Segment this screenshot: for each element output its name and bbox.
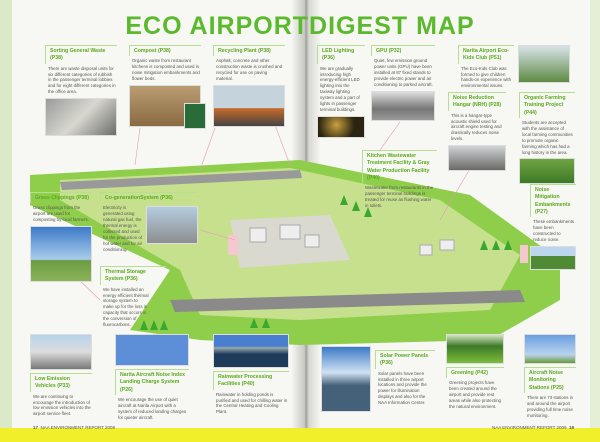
box-title: Grass Clippings [35,195,75,201]
box-text: Solar panels have been installed in three airport locations and provide the power for illumination displays and also for the NAA Information Center. [378,370,427,406]
info-box-greening [446,334,504,410]
footer-text: NAA ENVIRONMENT REPORT 2009 [492,425,567,430]
compost-photo [129,85,201,127]
box-text: Quiet, few emission ground power units (GPU) have been installed at 87 fixed stands to provide electric power and air conditioning to parked aircraft. [374,58,433,88]
box-text: Students are accepted with the assistance of local farming communities to promote organic farming which has had a long history in the area. [522,119,573,155]
page-ref: (P28) [488,102,502,109]
box-text: Asphalt, concrete and other construction waste is crushed and recycled for use on paving material. [216,58,283,82]
terminal-building [440,240,454,250]
info-box-solar [375,350,435,406]
terminal-area [230,215,350,268]
grass-clippings-photo [30,226,92,282]
page-ref: (P42) [475,370,488,376]
page-ref: (P38) [76,195,89,201]
recycling-plant-photo [213,85,285,127]
page-ref: (P51) [488,55,502,62]
footer-text: NAA ENVIRONMENT REPORT 2009 [40,425,116,430]
box-text: Greening projects have been created around the airport and provide rest areas while also protecting the natural environment. [449,380,501,410]
box-text: Organic waste from restaurant kitchens is composted and used in noise mitigation embankments and flower beds. [132,58,200,82]
info-box-compost [129,45,201,127]
box-title: Rainwater Processing Facilities [218,374,273,388]
box-title: Organic Farming Training Project [524,95,566,109]
greening-photo [446,334,504,364]
footer-left [33,425,115,430]
page-ref: (P26) [120,386,133,393]
info-box-eco-kids [458,45,514,89]
info-box-low-emission [30,334,92,417]
page-ref: (P36) [124,276,138,283]
info-box-noise-index [115,334,189,421]
box-text: Wastewater from restaurants in the passenger terminal buildings is treated for reuse as flushing water in toilets. [365,185,434,208]
info-box-sorting-waste [45,45,117,136]
box-title: Low Emission Vehicles [35,376,70,390]
solar-panel-photo [321,346,371,412]
box-title: Aircraft Noise Monitoring Stations [529,370,564,391]
box-title: Compost [134,48,157,54]
page-ref: (P36) [380,360,393,367]
box-text: We are gradually introducing high energy-efficient LED lighting into the taxiway lighting system and a part of lights in passenger terminal buildings. [320,65,360,113]
page-ref: (P38) [258,48,271,54]
terminal-building [250,228,266,242]
box-text: We have installed an energy efficient thermal storage system to make up for the loss in capacity that occurs in the conversion of fluorocarbons. [103,286,149,328]
page-ref: (P32) [388,48,402,54]
box-title: LED Lighting [322,48,355,54]
box-text: Rainwater in holding ponds is purified and used for chilling water in the Central Heating and Cooling Plant. [216,391,288,415]
box-title: Thermal Storage System [105,269,146,283]
terminal-building [420,245,432,255]
low-emission-vehicle-photo [30,334,92,370]
box-title: Kitchen Wastewater Treatment Facility & Gray Water Production Facility [367,153,430,174]
info-box-rainwater [213,334,289,415]
info-box-gpu [371,45,435,121]
box-title: Noise Reduction Hangar (NRH) [453,95,494,109]
cogeneration-photo [146,206,198,244]
page-ref: (P33) [57,383,70,390]
info-box-organic-farming [519,92,575,184]
info-box-thermal-storage [100,266,150,328]
info-box-led [317,45,365,138]
rainwater-photo [213,334,289,368]
noise-hangar-photo [448,145,506,171]
box-title: Noise Mitigation Embankments [535,187,571,208]
page-ref: (P36) [160,195,173,201]
box-text: We are continuing to encourage the introduction of low emission vehicles into the airport service fleet. [33,393,91,417]
info-box-recycling [213,45,285,127]
page-ref: (P44) [524,109,537,116]
page-title: ECO AIRPORTDIGEST MAP [125,12,475,40]
box-text: These embankments have been constructed to reduce noise. [533,219,574,242]
box-text: Grass clippings from the airport are used for composting by local farmers. [33,205,89,223]
aircraft-photo [115,334,189,366]
info-box-cogeneration [100,192,173,253]
eco-kids-photo [518,45,570,83]
page-ref: (P25) [550,384,564,391]
sorting-waste-photo [45,98,117,136]
box-text: The Eco-Kids Club was formed to give children hands-on experience with environmental issues. [461,65,512,89]
page-ref: (P40) [241,381,255,388]
box-title: Solar Power Panels [380,353,429,359]
page-number: 18 [569,425,575,430]
box-title: Greening [451,370,474,376]
page-ref: (P36) [322,55,335,62]
box-text: This is a hangar-type acoustic shield used for aircraft engine testing and drastically reduces noise levels. [451,112,502,142]
organic-farming-photo [519,158,575,184]
box-text: Electricity is generated using natural gas fuel, the thermal energy is collected and used for the production of hot water and for air conditioning. [103,205,143,252]
gpu-photo [371,91,435,121]
noise-monitoring-photo [524,334,576,364]
info-box-noise-hangar [448,92,506,171]
embankment-photo [530,246,576,270]
box-title: Recycling Plant [218,48,257,54]
compost-bag-photo [184,103,206,129]
box-text: We encourage the use of quiet aircraft at Narita Airport with a system of reduced landing charges for quieter aircraft. [118,396,187,420]
page-ref: (P38) [157,48,171,54]
footer-right [492,425,574,430]
page-ref: (P40) [367,174,380,181]
box-title: Narita Airport Eco-Kids Club [463,48,509,62]
page-ref: (P38) [50,55,63,62]
page-ref: (P27) [535,208,548,215]
box-title: Sorting General Waste [50,48,106,54]
info-box-kitchen-wastewater [362,150,437,209]
led-lighting-photo [317,116,365,138]
terminal-building [520,245,528,263]
info-box-noise-monitoring [524,334,576,419]
terminal-building [305,235,319,247]
page-number: 17 [33,425,39,430]
box-title: Narita Aircraft Noise Index Landing Charge System [120,372,185,386]
terminal-building [228,235,238,255]
info-box-grass-clippings [30,192,92,282]
box-title: Co-generationSystem [105,195,159,201]
box-title: GPU [376,48,388,54]
info-box-embankments [530,184,576,270]
box-text: There are waste disposal units for six different categories of rubbish in the passenger terminal lobbies and for eight different categories in the office area. [48,65,116,95]
box-text: There are 73 stations in and around the airport providing full time noise monitoring. [527,394,574,418]
terminal-building [280,225,300,239]
